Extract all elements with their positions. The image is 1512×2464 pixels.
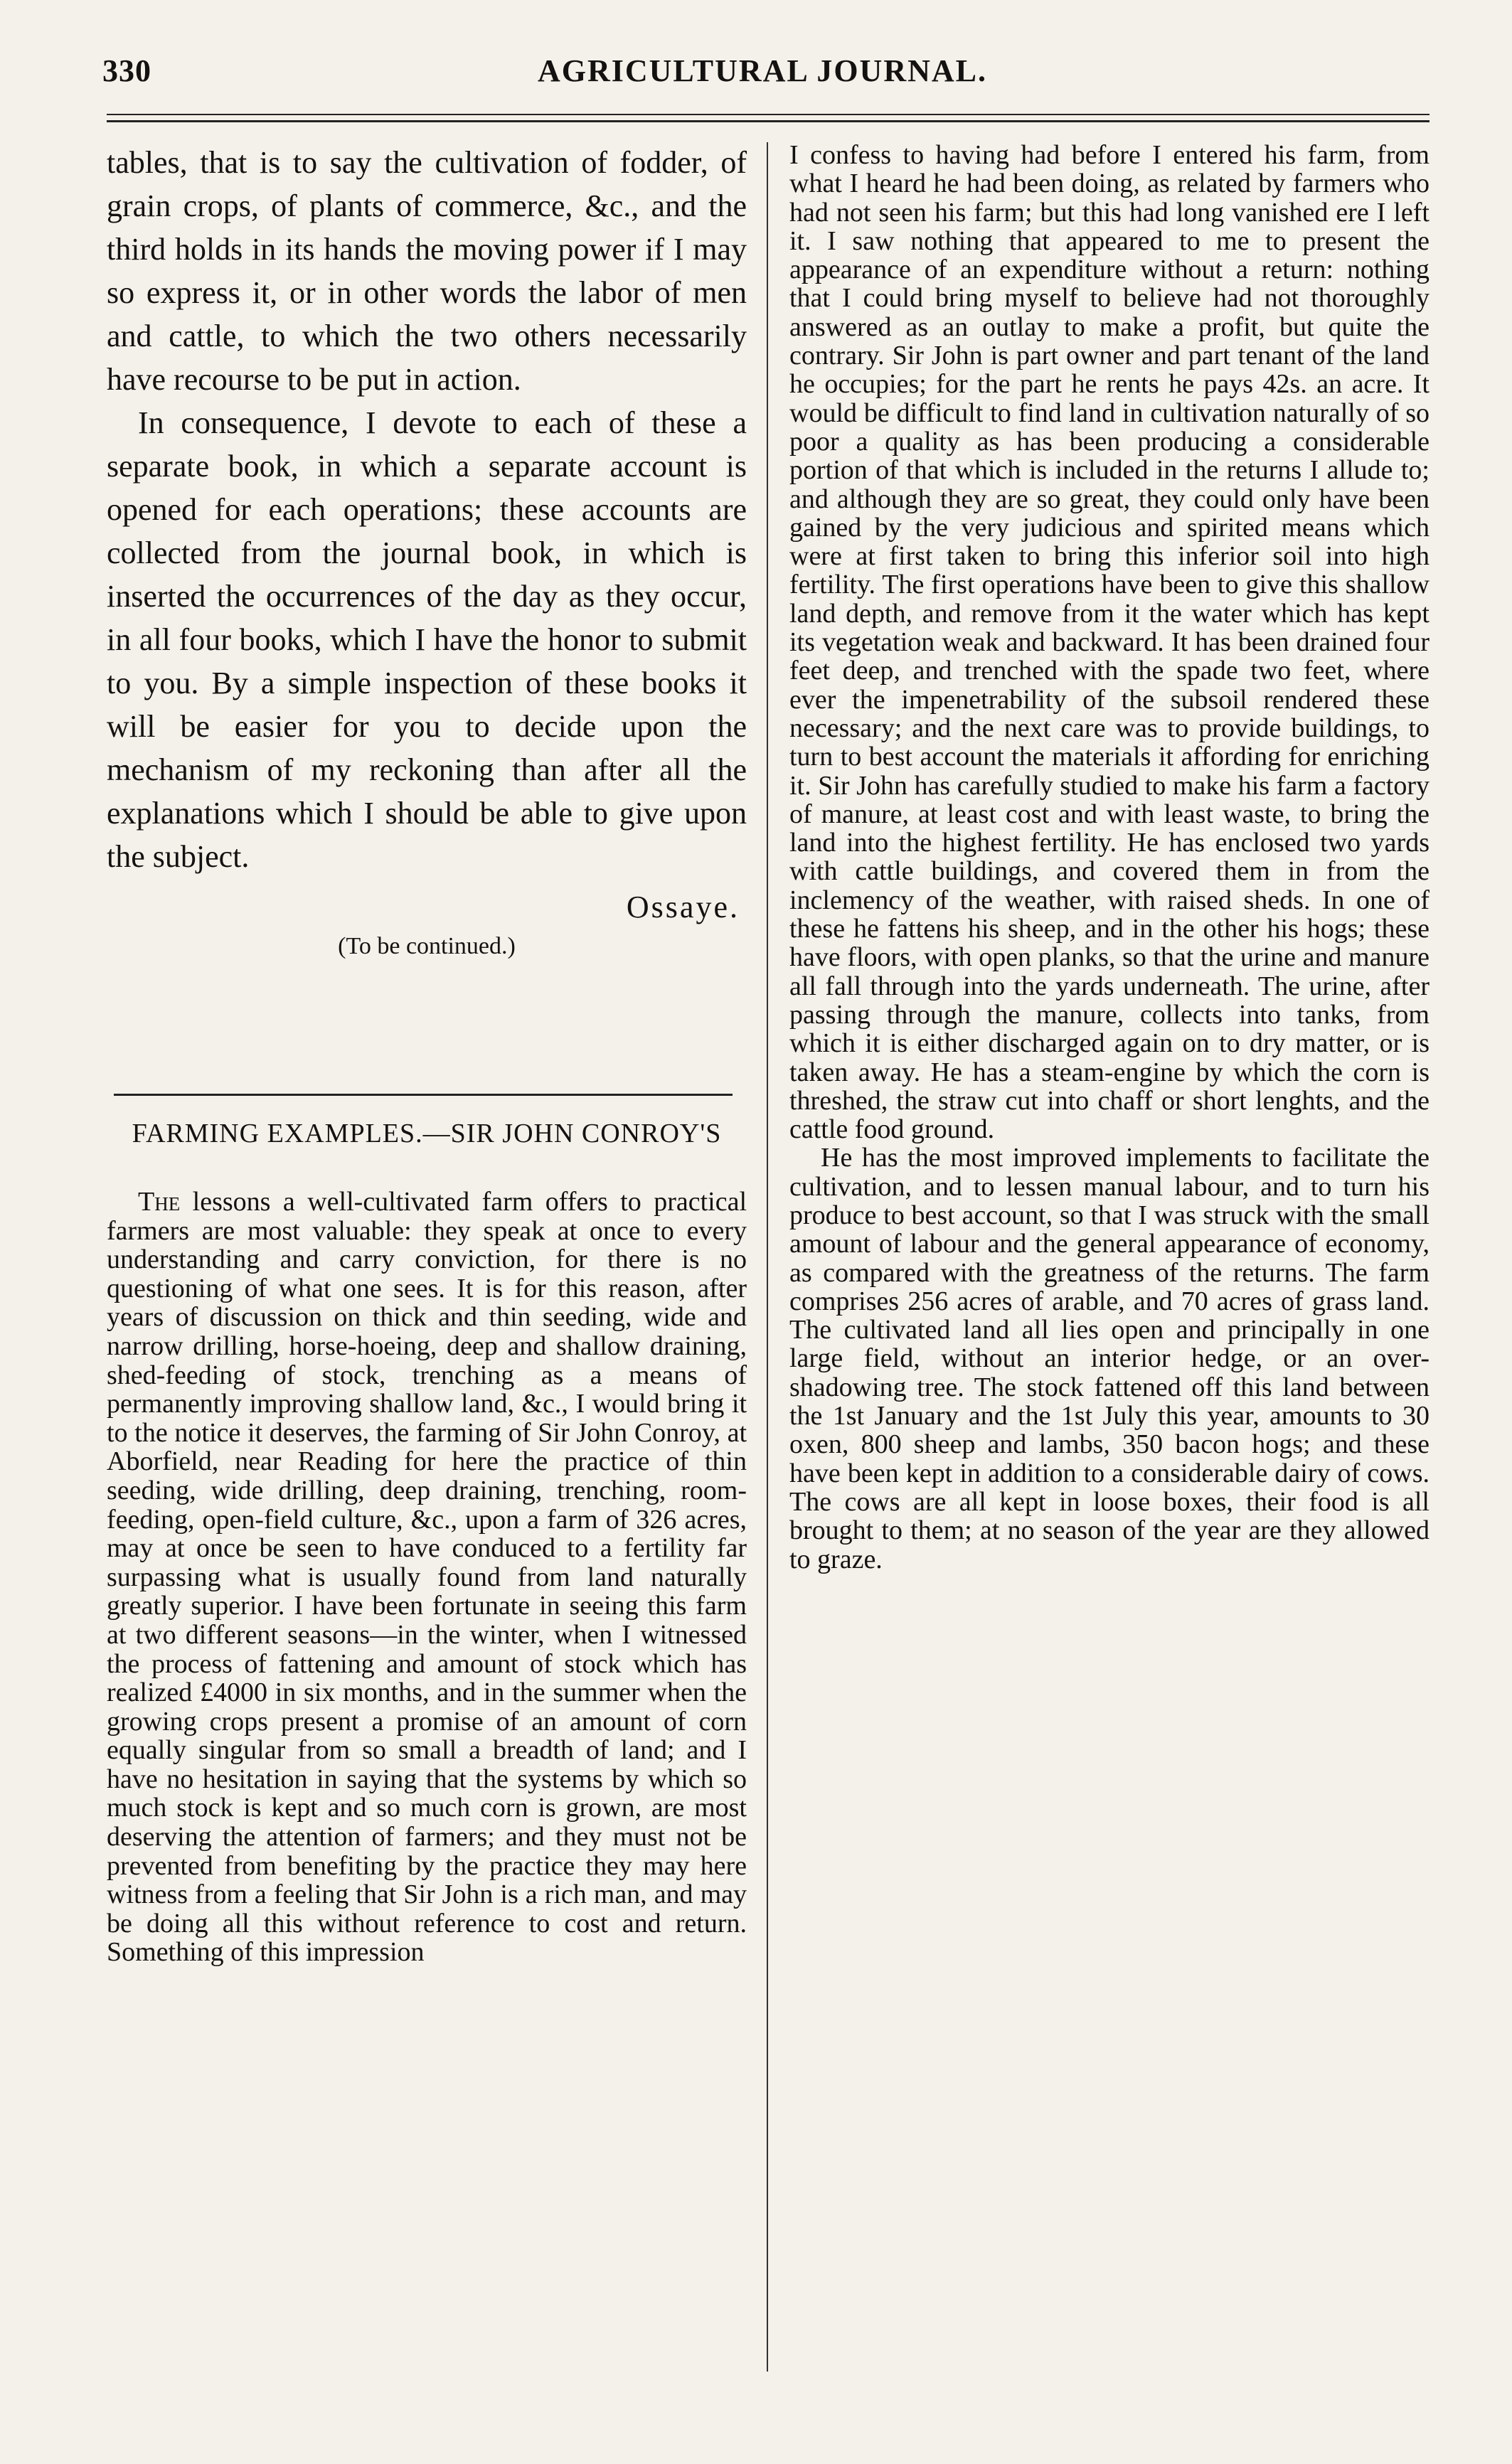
page-number: 330: [102, 53, 151, 88]
article-paragraph: [107, 1188, 747, 1967]
article-paragraph-text: lessons a well-cultivated farm offers to practical farmers are most valuable: they speak at once to every understanding and carry conviction, for there is no questioning of what one sees. It is for this reason, after years of discussion on thick and thin seeding, wide and narrow drilling, horse-hoeing, deep and shallow draining, shed-feeding of stock, trenching as a means of permanently improving shallow land, &c., I would bring it to the notice it deserves, the farming of Sir John Conroy, at Aborfield, near Reading for here the practice of thin seeding, wide drilling, deep draining, trenching, room-feeding, open-field culture, &c., upon a farm of 326 acres, may at once be seen to have conduced to a fertility far surpassing what is usually found from land naturally greatly superior. I have been fortunate in seeing this farm at two different seasons—in the winter, when I witnessed the process of fattening and amount of stock which has realized £4000 in six months, and in the summer when the growing crops present a promise of an amount of corn equally singular from so small a breadth of land; and I have no hesitation in saying that the systems by which so much stock is kept and so much corn is grown, are most deserving the attention of farmers; and they must not be prevented from benefiting by the practice they may here witness from a feeling that Sir John is a rich man, and may be doing all this without reference to cost and return. Something of this impression: [107, 1187, 747, 1968]
body-paragraph: tables, that is to say the cultivation of fodder, of grain crops, of plants of commerce, &c., and the third holds in its hands the moving power if I may so express it, or in other words the labor of men and cattle, to which the two others necessarily have recourse to be put in action.: [107, 145, 747, 397]
left-column-article: [107, 1188, 747, 1967]
running-title: AGRICULTURAL JOURNAL.: [537, 53, 988, 88]
body-paragraph: I confess to having had before I entered his farm, from what I heard he had been doing, as related by farmers who had not seen his farm; but this had long vanished ere I left it. I saw nothing that appeared to me to present the appearance of an expenditure without a return: nothing that I could bring myself to believe had not thoroughly answered as an outlay to make a profit, but quite the contrary. Sir John is part owner and part tenant of the land he occupies; for the part he rents he pays 42s. an acre. It would be difficult to find land in cultivation naturally of so poor a quality as has been producing a considerable portion of that which is included in the returns I allude to; and although they are so great, they could only have been gained by the very judicious and spirited means which were at first taken to bring this inferior soil into high fertility. The first operations have been to give this shallow land depth, and remove from it the water which has kept its vegetation weak and backward. It has been drained four feet deep, and trenched with the spade two feet, where ever the impenetrability of the subsoil rendered these necessary; and the next care was to provide buildings, to turn to best account the materials it affording for enriching it. Sir John has carefully studied to make his farm a factory of manure, at least cost and with least waste, to bring the land into the highest fertility. He has enclosed two yards with cattle buildings, and covered them in from the inclemency of the weather, with raised sheds. In one of these he fattens his sheep, and in the other his hogs; these have floors, with open planks, so that the urine and manure all fall through into the yards underneath. The urine, after passing through the manure, collects into tanks, from which it is either discharged again on to dry matter, or is taken away. He has a steam-engine by which the corn is threshed, the straw cut into chaff or short lenghts, and the cattle food ground.: [789, 140, 1430, 1145]
body-paragraph: He has the most improved implements to facilitate the cultivation, and to lessen manual labour, and to turn his produce to best account, so that I was struck with the small amount of labour and the general appearance of economy, as compared with the greatness of the returns. The farm comprises 256 acres of arable, and 70 acres of grass land. The cultivated land all lies open and principally in one large field, without an interior hedge, or an over-shadowing tree. The stock fattened off this land between the 1st January and the 1st July this year, amounts to 30 oxen, 800 sheep and lambs, 350 bacon hogs; and these have been kept in addition to a considerable dairy of cows. The cows are all kept in loose boxes, their food is all brought to them; at no season of the year are they allowed to graze.: [789, 1143, 1430, 1574]
continued-note: (To be continued.): [338, 933, 516, 959]
section-divider: [114, 1094, 733, 1096]
dropcap-word: The: [138, 1187, 181, 1217]
left-column-upper: [107, 141, 747, 964]
column-divider: [767, 142, 768, 2372]
body-paragraph: In consequence, I devote to each of these a separate book, in which a separate account is opened for each operations; these accounts are collected from the journal book, in which is inserted the occurrences of the day as they occur, in all four books, which I have the honor to submit to you. By a simple inspection of these books it will be easier for you to decide upon the mechanism of my reckoning than after all the explanations which I should be able to give upon the subject.: [107, 405, 747, 874]
right-column: [789, 141, 1430, 1574]
article-title: FARMING EXAMPLES.—SIR JOHN CONROY'S: [132, 1119, 722, 1148]
page-header: [94, 50, 1431, 100]
header-rule: [107, 114, 1430, 122]
author-signature: Ossaye.: [626, 890, 740, 924]
